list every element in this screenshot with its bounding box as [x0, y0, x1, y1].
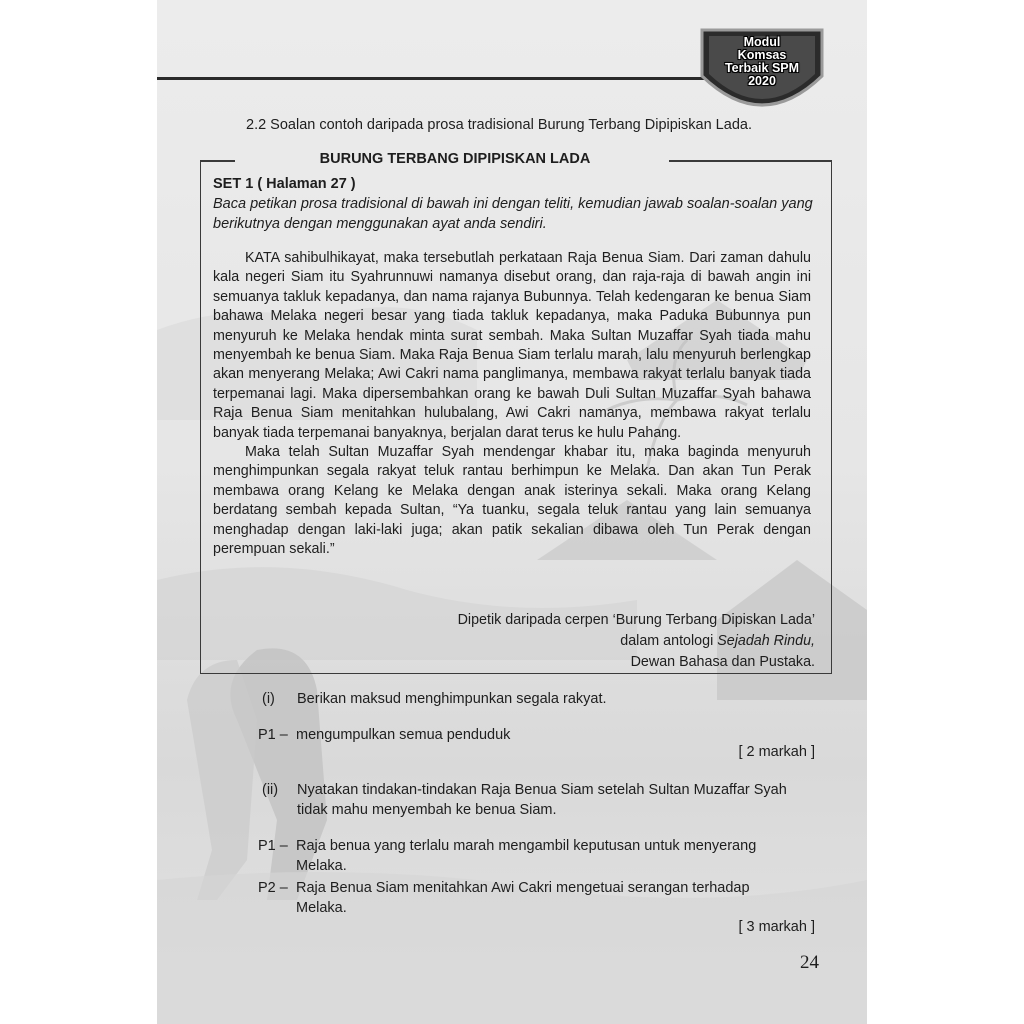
badge-line: Komsas — [737, 48, 787, 62]
passage-paragraph: Maka telah Sultan Muzaffar Syah mendengar khabar itu, maka baginda menyuruh menghimpunkan segala rakyat teluk rantau berhimpun ke Melaka. Dan akan Tun Perak membawa orang Kelang ke Melaka dengan anak isterinya sekali. Maka orang Kelang berdatang sembah kepada Sultan, “Ya tuanku, segala teluk rantau yang lain semuanya menghadap dengan laki-laki juga; akan patik sekalian dibawa oleh Tun Perak dengan perempuan sekali.” — [213, 444, 811, 558]
source-line — [417, 631, 815, 652]
question-text: Berikan maksud menghimpunkan segala rakyat. — [297, 691, 607, 707]
section-intro: 2.2 Soalan contoh daripada prosa tradisional Burung Terbang Dipipiskan Lada. — [246, 117, 752, 133]
passage-title: BURUNG TERBANG DIPIPISKAN LADA — [319, 151, 591, 167]
answer-label: P2 – — [258, 880, 288, 896]
question-number: (i) — [262, 691, 275, 707]
answer-item — [258, 879, 818, 919]
page-number: 24 — [800, 952, 819, 973]
box-top-border-right — [669, 160, 832, 162]
passage-instruction: Baca petikan prosa tradisional di bawah ini dengan teliti, kemudian jawab soalan-soalan yang berikutnya dengan menggunakan ayat anda sendiri. — [213, 196, 813, 232]
answer-text: Raja Benua Siam menitahkan Awi Cakri mengetuai serangan terhadap Melaka. — [296, 880, 750, 916]
source-anthology: Sejadah Rindu, — [717, 633, 815, 649]
header-rule — [157, 77, 717, 80]
set-label: SET 1 ( Halaman 27 ) — [213, 176, 356, 192]
answer-label: P1 – — [258, 838, 288, 854]
badge-line: 2020 — [748, 74, 776, 88]
source-line: Dewan Bahasa dan Pustaka. — [630, 654, 815, 670]
marks-label: [ 3 markah ] — [738, 919, 815, 935]
answer-label: P1 – — [258, 727, 288, 743]
badge-label — [707, 36, 817, 88]
source-prefix: dalam antologi — [620, 633, 718, 649]
badge-line: Modul — [743, 35, 781, 49]
source-line: Dipetik daripada cerpen ‘Burung Terbang Dipiskan Lada’ — [457, 612, 815, 628]
answer-text: Raja benua yang terlalu marah mengambil keputusan untuk menyerang Melaka. — [296, 838, 757, 874]
question-number: (ii) — [262, 782, 279, 798]
marks-label: [ 2 markah ] — [738, 744, 815, 760]
badge-line: Terbaik SPM — [724, 61, 800, 75]
answer-item — [258, 726, 818, 746]
passage-text — [213, 249, 811, 560]
answer-item — [258, 837, 818, 877]
answer-text: mengumpulkan semua penduduk — [296, 727, 511, 743]
passage-source — [417, 610, 815, 673]
document-page — [157, 0, 867, 1024]
passage-paragraph: KATA sahibulhikayat, maka tersebutlah perkataan Raja Benua Siam. Dari zaman dahulu kala negeri Siam itu Syahrunnuwi namanya disebut orang, dan raja-raja di bawah angin ini semuanya takluk kepadanya, dan nama rajanya Bubunnya. Telah kedengaran ke benua Siam bahawa Melaka negeri besar yang tiada takluk kepadanya, maka Paduka Bubunnya pun menyuruh ke Melaka hendak minta surat sembah. Maka Sultan Muzaffar Syah tiada mahu menyembah ke benua Siam. Maka Raja Benua Siam terlalu marah, lalu menyuruh berlengkap akan menyerang Melaka; Awi Cakri nama panglimanya, membawa rakyat terlalu banyak tiada terpemanai lagi. Maka dipersembahkan orang ke bawah Duli Sultan Muzaffar Syah bahawa Raja Benua Siam menitahkan hulubalang, Awi Cakri namanya, membawa rakyat terlalu banyak tiada terpemanai banyaknya, berjalan darat terus ke hulu Pahang. — [213, 250, 811, 441]
box-top-border-left — [200, 160, 235, 162]
question-text: Nyatakan tindakan-tindakan Raja Benua Siam setelah Sultan Muzaffar Syah tidak mahu menyembah ke benua Siam. — [297, 782, 787, 818]
